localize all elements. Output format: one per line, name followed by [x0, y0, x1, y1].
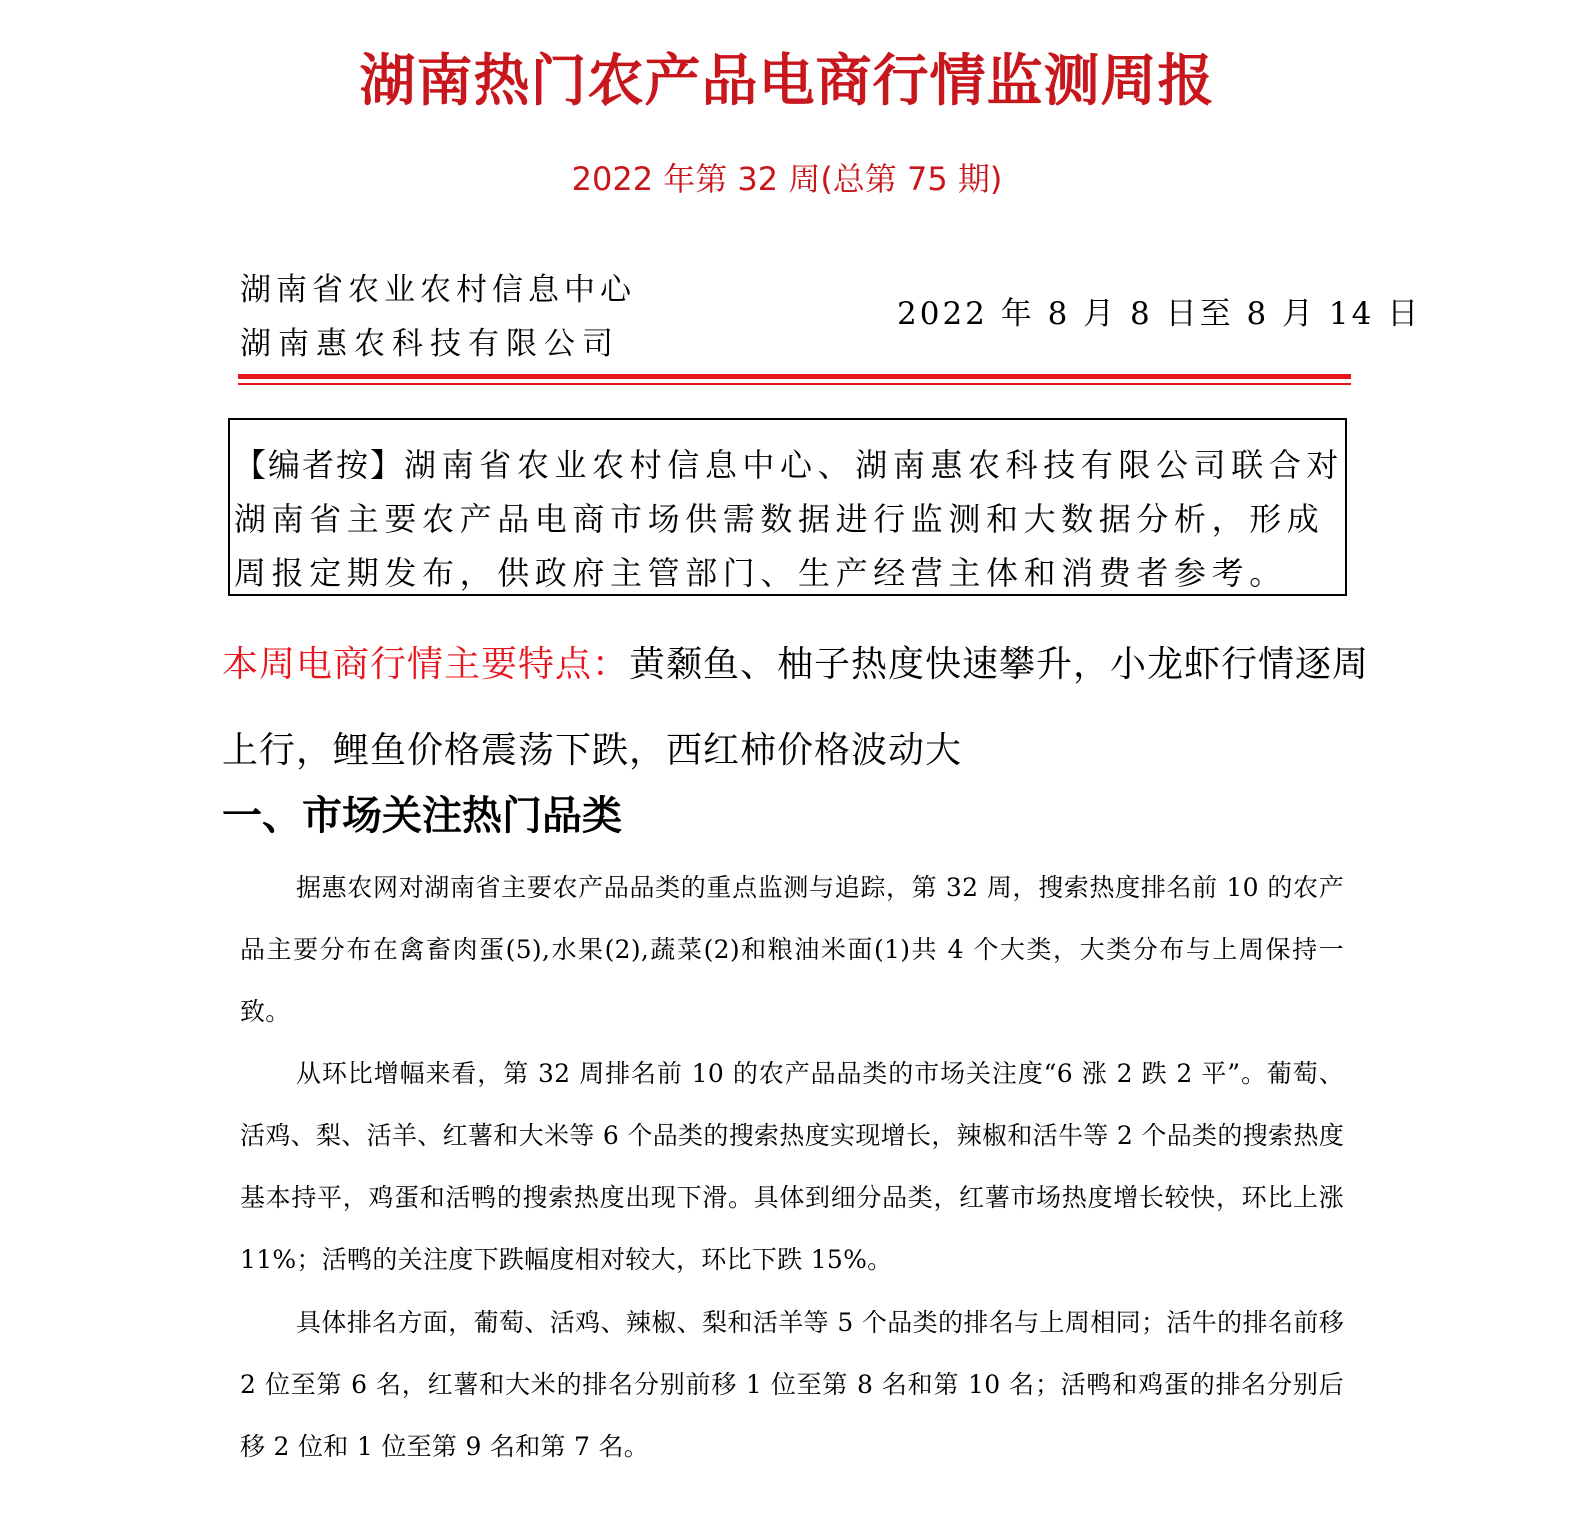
highlights-text: 黄颡鱼、柚子热度快速攀升，小龙虾行情逐周上行，鲤鱼价格震荡下跌，西红柿价格波动大 — [222, 644, 1370, 771]
editor-note-label: 【编者按】 — [234, 446, 405, 484]
section-heading: 一、市场关注热门品类 — [222, 793, 622, 839]
paragraph-3: 具体排名方面，葡萄、活鸡、辣椒、梨和活羊等 5 个品类的排名与上周相同；活牛的排名前移 2 位至第 6 名，红薯和大米的排名分别前移 1 位至第 8 名和第 10 名；活鸭和鸡蛋的排名分别后移 2 位和 1 位至第 9 名和第 7 名。 — [240, 1308, 1344, 1461]
editor-note — [234, 438, 1345, 600]
editor-note-text: 湖南省农业农村信息中心、湖南惠农科技有限公司联合对湖南省主要农产品电商市场供需数据进行监测和大数据分析，形成周报定期发布，供政府主管部门、生产经营主体和消费者参考。 — [234, 446, 1345, 592]
report-title: 湖南热门农产品电商行情监测周报 — [359, 48, 1215, 114]
header-divider-thin — [238, 383, 1351, 385]
editor-note-box — [228, 418, 1347, 596]
header-divider-thick — [238, 374, 1351, 379]
publisher-org-1: 湖南省农业农村信息中心 — [240, 272, 636, 308]
report-date-range: 2022 年 8 月 8 日至 8 月 14 日 — [897, 296, 1422, 332]
issue-number: 2022 年第 32 周(总第 75 期) — [571, 160, 1003, 198]
highlights-label: 本周电商行情主要特点： — [222, 644, 630, 685]
paragraph-1: 据惠农网对湖南省主要农产品品类的重点监测与追踪，第 32 周，搜索热度排名前 10 的农产品主要分布在禽畜肉蛋(5),水果(2),蔬菜(2)和粮油米面(1)共 4 个大类，大类分布与上周保持一致。 — [240, 873, 1344, 1026]
paragraph-2: 从环比增幅来看，第 32 周排名前 10 的农产品品类的市场关注度“6 涨 2 跌 2 平”。葡萄、活鸡、梨、活羊、红薯和大米等 6 个品类的搜索热度实现增长，辣椒和活牛等 2 个品类的搜索热度基本持平，鸡蛋和活鸭的搜索热度出现下滑。具体到细分品类，红薯市场热度增长较快，环比上涨 11%；活鸭的关注度下跌幅度相对较大，环比下跌 15%。 — [240, 1059, 1344, 1274]
publisher-org-2: 湖南惠农科技有限公司 — [240, 326, 620, 362]
weekly-highlights — [222, 622, 1382, 794]
